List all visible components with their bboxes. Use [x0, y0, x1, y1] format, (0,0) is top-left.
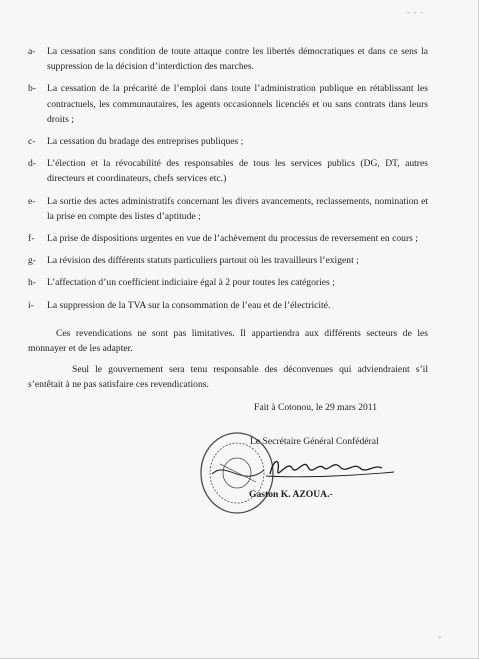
list-marker: a-	[28, 46, 36, 57]
page-edge-mark-icon: ◦	[438, 632, 442, 642]
list-item	[28, 231, 428, 246]
list-item-text: L’affectation d’un coefficient indiciaire égal à 2 pour toutes les catégories ;	[47, 277, 335, 289]
list-item-text: La suppression de la TVA sur la consommation de l’eau et de l’électricité.	[47, 299, 331, 311]
list-item-text: La sortie des actes administratifs concernant les divers avancements, reclassements, nomination et la prise en compte des listes d’aptitude ;	[47, 195, 428, 222]
list-item	[28, 194, 428, 224]
list-item-text: La cessation de la précarité de l’emploi dans toute l’administration publique en rétablissant les contractuels, les communautaires, les agents occasionnels licenciés et ou sans contrats dans leurs droits ;	[47, 83, 428, 125]
list-item	[28, 275, 428, 290]
list-item	[28, 156, 428, 186]
list-marker: e-	[28, 195, 36, 207]
signatory-role: Le Secrétaire Général Confédéral	[250, 436, 379, 447]
list-item-text: L’élection et la révocabilité des responsables de tous les services publics (DG, DT, autres directeurs et coordinateurs, chefs services etc.)	[47, 158, 428, 185]
list-item	[28, 253, 428, 268]
signature-icon	[262, 452, 402, 484]
list-marker: c-	[28, 136, 36, 148]
paragraph-gouvernement: Seul le gouvernement sera tenu responsable des déconvenues qui adviendraient s’il s’entêtait à ne pas satisfaire ces revendications.	[28, 364, 428, 391]
list-marker: h-	[28, 277, 36, 289]
signatory-name: Gaston K. AZOUA.-	[249, 489, 333, 500]
list-marker: g-	[28, 255, 36, 267]
list-item-text: La cessation sans condition de toute attaque contre les libertés démocratiques et dans ce sens la suppression de la décision d’interdiction des marches.	[47, 46, 428, 73]
list-item-text: La cessation du bradage des entreprises publiques ;	[47, 136, 244, 148]
list-item-text: La révision des différents statuts particuliers partout où les travailleurs l’exigent ;	[47, 255, 359, 267]
list-marker: f-	[28, 233, 35, 245]
demands-list	[28, 44, 428, 320]
list-item	[28, 134, 428, 149]
list-marker: i-	[28, 299, 34, 311]
list-item-text: La prise de dispositions urgentes en vue de l’achèvement du processus de reversement en cours ;	[47, 233, 418, 245]
list-marker: d-	[28, 158, 36, 170]
paragraph-revendications: Ces revendications ne sont pas limitatives. Il appartiendra aux différents secteurs de les monnayer et de les adapter.	[28, 328, 428, 355]
list-item	[28, 81, 428, 127]
list-item	[28, 44, 428, 74]
page-mark: - - -	[407, 8, 424, 17]
list-item	[28, 298, 428, 313]
list-marker: b-	[28, 83, 36, 95]
place-date: Fait à Cotonou, le 29 mars 2011	[254, 402, 378, 413]
